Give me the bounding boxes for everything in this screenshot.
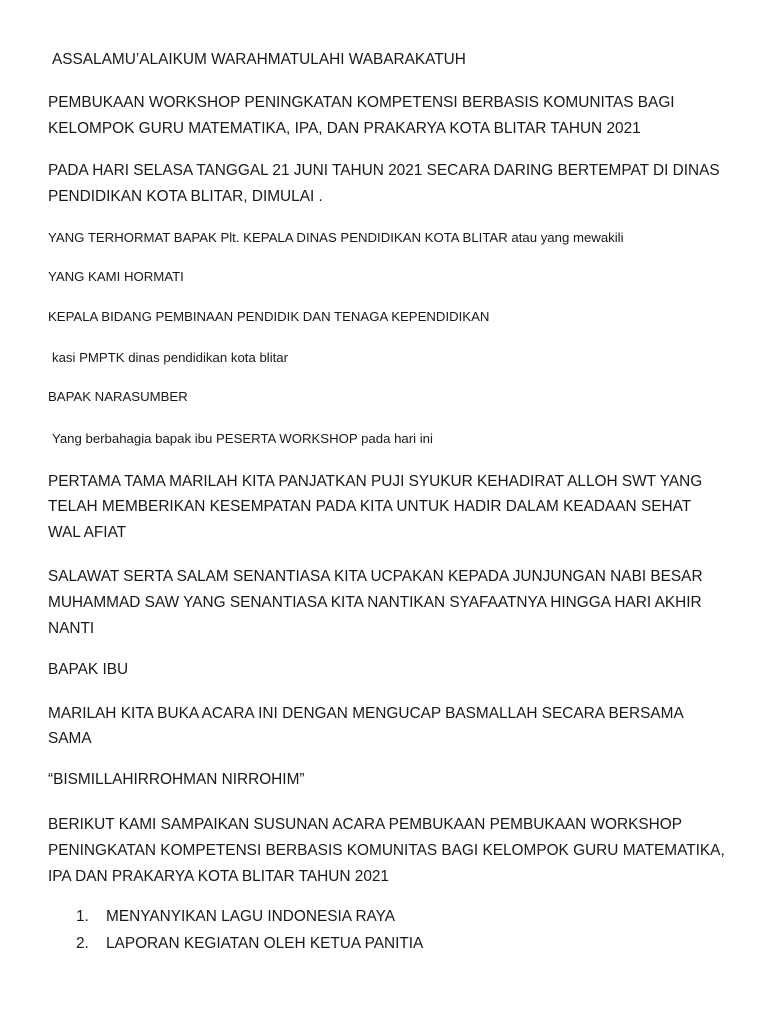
kasi: kasi PMPTK dinas pendidikan kota blitar	[52, 350, 289, 365]
agenda-intro-line-1: BERIKUT KAMI SAMPAIKAN SUSUNAN ACARA PEMBUKAAN PEMBUKAAN WORKSHOP	[48, 816, 683, 833]
respected-head: YANG TERHORMAT BAPAK Plt. KEPALA DINAS PENDIDIKAN KOTA BLITAR atau yang mewakili	[48, 230, 624, 245]
participants: Yang berbahagia bapak ibu PESERTA WORKSHOP pada hari ini	[52, 431, 433, 446]
speaker: BAPAK NARASUMBER	[48, 389, 188, 404]
agenda-item-number: 1.	[76, 908, 89, 925]
agenda-intro-line-2: PENINGKATAN KOMPETENSI BERBASIS KOMUNITAS BAGI KELOMPOK GURU MATEMATIKA,	[48, 842, 725, 859]
salawat-line-1: SALAWAT SERTA SALAM SENANTIASA KITA UCPAKAN KEPADA JUNJUNGAN NABI BESAR	[48, 568, 703, 585]
opening-title-line-1: PEMBUKAAN WORKSHOP PENINGKATAN KOMPETENSI BERBASIS KOMUNITAS BAGI	[48, 94, 675, 111]
greeting: ASSALAMU’ALAIKUM WARAHMATULAHI WABARAKATUH	[52, 51, 466, 68]
agenda-item	[76, 934, 423, 954]
salawat-line-2: MUHAMMAD SAW YANG SENANTIASA KITA NANTIKAN SYAFAATNYA HINGGA HARI AKHIR	[48, 594, 702, 611]
address: BAPAK IBU	[48, 661, 129, 678]
gratitude-line-2: TELAH MEMBERIKAN KESEMPATAN PADA KITA UNTUK HADIR DALAM KEADAAN SEHAT	[48, 498, 692, 515]
open-event-line-2: SAMA	[48, 730, 92, 747]
salawat-line-3: NANTI	[48, 620, 95, 637]
agenda-item	[76, 907, 395, 927]
agenda-item-text: MENYANYIKAN LAGU INDONESIA RAYA	[106, 908, 396, 925]
basmallah: “BISMILLAHIRROHMAN NIRROHIM”	[48, 771, 305, 788]
opening-title-line-2: KELOMPOK GURU MATEMATIKA, IPA, DAN PRAKARYA KOTA BLITAR TAHUN 2021	[48, 120, 641, 137]
head-of-division: KEPALA BIDANG PEMBINAAN PENDIDIK DAN TENAGA KEPENDIDIKAN	[48, 309, 490, 324]
gratitude-line-1: PERTAMA TAMA MARILAH KITA PANJATKAN PUJI SYUKUR KEHADIRAT ALLOH SWT YANG	[48, 473, 703, 490]
gratitude-line-3: WAL AFIAT	[48, 524, 127, 541]
agenda-item-number: 2.	[76, 935, 89, 952]
open-event-line-1: MARILAH KITA BUKA ACARA INI DENGAN MENGUCAP BASMALLAH SECARA BERSAMA	[48, 705, 684, 722]
agenda-intro-line-3: IPA DAN PRAKARYA KOTA BLITAR TAHUN 2021	[48, 868, 389, 885]
date-place-line-2: PENDIDIKAN KOTA BLITAR, DIMULAI .	[48, 188, 323, 205]
agenda-item-text: LAPORAN KEGIATAN OLEH KETUA PANITIA	[106, 935, 424, 952]
honored: YANG KAMI HORMATI	[48, 269, 184, 284]
date-place-line-1: PADA HARI SELASA TANGGAL 21 JUNI TAHUN 2021 SECARA DARING BERTEMPAT DI DINAS	[48, 162, 720, 179]
